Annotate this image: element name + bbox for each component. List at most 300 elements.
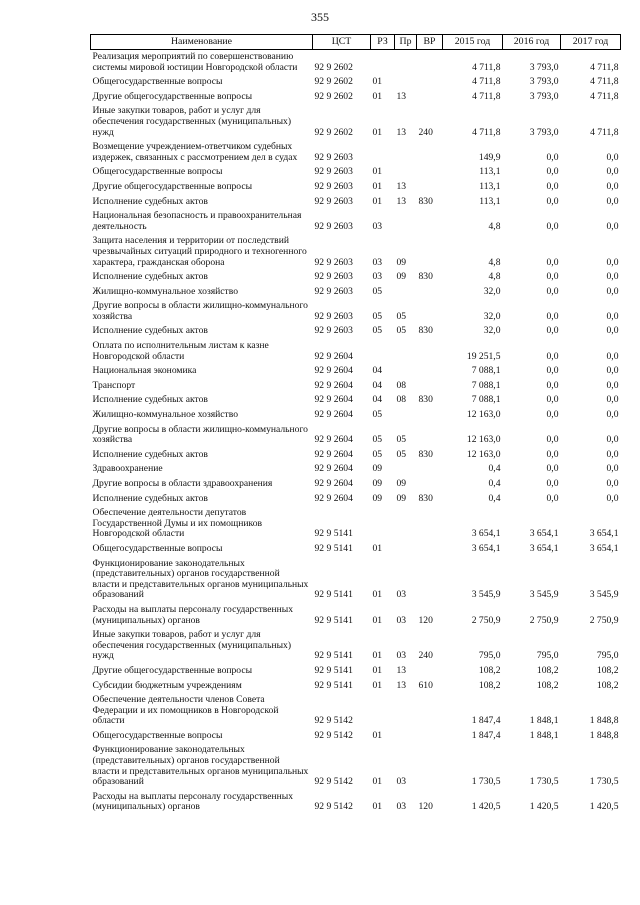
row-vr [417, 75, 443, 90]
row-cst: 92 9 2602 [314, 126, 353, 138]
row-value-2015: 0,4 [488, 463, 501, 475]
header-2016: 2016 год [503, 35, 561, 50]
row-name: Иные закупки товаров, работ и услуг для обеспечения государственных (муниципальных) нужд [92, 105, 292, 138]
row-name: Другие вопросы в области жилищно-коммунального хозяйства [92, 423, 308, 446]
row-value-2016: 0,0 [546, 271, 559, 283]
row-value-2015: 7 088,1 [471, 365, 501, 377]
row-name: Исполнение судебных актов [92, 195, 208, 207]
row-pr [395, 285, 417, 300]
row-pr: 13 [396, 679, 407, 691]
row-value-2017: 0,0 [606, 492, 619, 504]
row-value-2017: 108,2 [596, 664, 619, 676]
header-pr: Пр [395, 35, 417, 50]
row-rz: 01 [372, 589, 383, 601]
row-rz: 05 [372, 285, 383, 297]
row-rz: 03 [372, 256, 383, 268]
table-row [91, 324, 621, 339]
row-value-2015: 32,0 [483, 285, 501, 297]
row-value-2017: 0,0 [606, 166, 619, 178]
row-pr: 05 [396, 310, 407, 322]
table-row [91, 506, 621, 542]
row-pr: 05 [396, 448, 407, 460]
row-value-2016: 0,0 [546, 448, 559, 460]
row-value-2016: 0,0 [546, 151, 559, 163]
row-name: Расходы на выплаты персоналу государственных (муниципальных) органов [92, 790, 294, 813]
table-row [91, 679, 621, 694]
row-value-2015: 4,8 [488, 271, 501, 283]
row-cst: 92 9 5141 [314, 542, 353, 554]
row-value-2015: 113,1 [479, 180, 501, 192]
row-cst: 92 9 2602 [314, 61, 353, 73]
row-rz: 09 [372, 478, 383, 489]
row-value-2016: 108,2 [536, 664, 559, 676]
row-rz: 01 [372, 76, 383, 88]
row-name: Обеспечение деятельности депутатов Государственной Думы и их помощников Новгородской области [92, 507, 263, 540]
row-value-2017: 1 848,8 [589, 715, 619, 727]
row-value-2015: 113,1 [479, 195, 501, 207]
row-vr: 610 [418, 679, 433, 691]
row-value-2015: 7 088,1 [471, 379, 501, 391]
row-rz: 05 [372, 448, 383, 460]
row-value-2015: 19 251,5 [466, 350, 501, 362]
row-cst: 92 9 2603 [314, 151, 353, 163]
row-value-2017: 0,0 [606, 448, 619, 460]
row-value-2016: 0,0 [546, 220, 559, 232]
row-vr [417, 408, 443, 423]
row-value-2016: 1 848,1 [529, 729, 559, 741]
row-vr: 120 [418, 614, 433, 626]
row-value-2016: 795,0 [536, 650, 559, 662]
row-rz: 01 [372, 180, 383, 192]
row-name: Общегосударственные вопросы [92, 166, 223, 178]
row-pr [395, 364, 417, 379]
table-row [91, 104, 621, 140]
row-value-2017: 108,2 [596, 679, 619, 691]
row-pr: 09 [396, 492, 407, 504]
row-name: Расходы на выплаты персоналу государственных (муниципальных) органов [92, 603, 294, 626]
row-vr [417, 140, 443, 165]
header-2017: 2017 год [561, 35, 621, 50]
header-rz: РЗ [371, 35, 395, 50]
row-cst: 92 9 5141 [314, 679, 353, 691]
row-vr [417, 506, 443, 542]
row-value-2015: 1 847,4 [471, 729, 501, 741]
table-row [91, 477, 621, 492]
table-header [91, 35, 621, 50]
row-value-2015: 32,0 [483, 310, 501, 322]
table-row [91, 790, 621, 815]
row-vr [417, 477, 443, 492]
row-value-2016: 108,2 [536, 679, 559, 691]
row-value-2016: 3 545,9 [529, 589, 559, 601]
row-value-2015: 795,0 [478, 650, 501, 662]
row-rz: 01 [372, 664, 383, 676]
row-value-2016: 0,0 [546, 365, 559, 377]
table-row [91, 693, 621, 729]
row-rz [371, 693, 395, 729]
table-row [91, 557, 621, 603]
row-cst: 92 9 2602 [314, 90, 353, 102]
row-cst: 92 9 2603 [314, 220, 353, 232]
row-value-2017: 0,0 [606, 310, 619, 322]
table-row [91, 270, 621, 285]
header-2015: 2015 год [443, 35, 503, 50]
row-value-2015: 2 750,9 [471, 614, 501, 626]
row-value-2015: 3 654,1 [471, 528, 501, 540]
row-value-2017: 1 848,8 [589, 729, 619, 741]
row-name: Общегосударственные вопросы [92, 542, 223, 554]
row-vr [417, 50, 443, 76]
row-rz: 01 [372, 801, 383, 813]
row-value-2016: 0,0 [546, 325, 559, 337]
row-rz: 01 [372, 195, 383, 207]
row-pr [395, 462, 417, 477]
table-row [91, 664, 621, 679]
row-cst: 92 9 2604 [314, 448, 353, 460]
row-value-2016: 0,0 [546, 478, 559, 489]
row-pr: 03 [396, 589, 407, 601]
row-pr [395, 408, 417, 423]
row-value-2016: 3 793,0 [529, 126, 559, 138]
row-pr: 13 [396, 180, 407, 192]
row-name: Исполнение судебных актов [92, 325, 208, 337]
row-cst: 92 9 2603 [314, 256, 353, 268]
row-value-2017: 0,0 [606, 463, 619, 475]
row-rz: 01 [372, 90, 383, 102]
row-rz: 09 [372, 492, 383, 504]
row-value-2017: 0,0 [606, 180, 619, 192]
table-row [91, 492, 621, 507]
row-value-2016: 0,0 [546, 379, 559, 391]
row-value-2017: 4 711,8 [590, 76, 619, 88]
row-value-2015: 4 711,8 [472, 61, 501, 73]
row-pr: 13 [396, 126, 407, 138]
row-value-2017: 0,0 [606, 285, 619, 297]
row-name: Исполнение судебных актов [92, 492, 208, 504]
row-vr: 830 [418, 195, 433, 207]
row-value-2017: 0,0 [606, 271, 619, 283]
row-rz: 01 [372, 679, 383, 691]
row-cst: 92 9 2604 [314, 365, 353, 377]
table-row [91, 393, 621, 408]
row-pr [395, 729, 417, 744]
row-value-2016: 0,0 [546, 180, 559, 192]
row-pr [395, 506, 417, 542]
row-value-2015: 4 711,8 [472, 90, 501, 102]
row-rz: 05 [372, 325, 383, 337]
table-row [91, 140, 621, 165]
table-row [91, 364, 621, 379]
row-value-2017: 1 420,5 [589, 801, 619, 813]
row-cst: 92 9 5142 [314, 801, 353, 813]
row-value-2017: 0,0 [606, 151, 619, 163]
row-cst: 92 9 2603 [314, 285, 353, 297]
row-rz: 01 [372, 650, 383, 662]
row-value-2017: 0,0 [606, 379, 619, 391]
row-value-2017: 0,0 [606, 350, 619, 362]
row-value-2015: 4 711,8 [472, 126, 501, 138]
row-cst: 92 9 5141 [314, 650, 353, 662]
table-row [91, 90, 621, 105]
row-value-2015: 4 711,8 [472, 76, 501, 88]
row-vr [417, 209, 443, 234]
row-value-2016: 0,0 [546, 285, 559, 297]
row-pr: 03 [396, 650, 407, 662]
row-value-2015: 12 163,0 [466, 434, 501, 446]
row-name: Здравоохранение [92, 463, 163, 475]
table-row [91, 603, 621, 628]
row-rz: 03 [372, 271, 383, 283]
row-pr: 13 [396, 90, 407, 102]
row-value-2017: 0,0 [606, 195, 619, 207]
row-value-2015: 4,8 [488, 256, 501, 268]
row-name: Другие общегосударственные вопросы [92, 90, 253, 102]
table-row [91, 542, 621, 557]
row-pr [395, 339, 417, 364]
row-value-2016: 2 750,9 [529, 614, 559, 626]
row-vr: 830 [418, 325, 433, 337]
row-rz: 05 [372, 409, 383, 421]
row-rz: 05 [372, 434, 383, 446]
row-rz [371, 140, 395, 165]
row-vr [417, 693, 443, 729]
row-value-2016: 0,0 [546, 434, 559, 446]
row-pr: 09 [396, 478, 407, 489]
row-pr: 09 [396, 256, 407, 268]
header-cst: ЦСТ [313, 35, 371, 50]
budget-table [90, 34, 621, 815]
row-vr [417, 180, 443, 195]
header-vr: ВР [417, 35, 443, 50]
row-vr [417, 423, 443, 448]
row-value-2015: 0,4 [488, 478, 501, 489]
row-value-2015: 149,9 [478, 151, 501, 163]
row-name: Субсидии бюджетным учреждениям [92, 679, 242, 691]
row-value-2016: 1 848,1 [529, 715, 559, 727]
row-name: Возмещение учреждением-ответчиком судебных издержек, связанных с рассмотрением дел в судах [92, 141, 298, 163]
row-value-2017: 0,0 [606, 256, 619, 268]
row-cst: 92 9 5142 [314, 729, 353, 741]
row-rz: 04 [372, 379, 383, 391]
row-rz: 05 [372, 310, 383, 322]
row-cst: 92 9 5142 [314, 776, 353, 788]
row-cst: 92 9 2604 [314, 434, 353, 446]
row-rz: 01 [372, 542, 383, 554]
header-name: Наименование [91, 35, 313, 50]
row-value-2017: 0,0 [606, 394, 619, 406]
row-name: Национальная безопасность и правоохранительная деятельность [92, 210, 302, 232]
row-name: Национальная экономика [92, 365, 197, 377]
table-row [91, 234, 621, 270]
row-name: Иные закупки товаров, работ и услуг для обеспечения государственных (муниципальных) нужд [92, 629, 292, 662]
row-vr [417, 462, 443, 477]
row-vr [417, 234, 443, 270]
row-cst: 92 9 2604 [314, 492, 353, 504]
row-vr [417, 364, 443, 379]
row-value-2016: 0,0 [546, 409, 559, 421]
table-row [91, 209, 621, 234]
row-name: Другие общегосударственные вопросы [92, 664, 253, 676]
table-row [91, 299, 621, 324]
row-value-2017: 0,0 [606, 220, 619, 232]
table-row [91, 50, 621, 76]
row-value-2016: 0,0 [546, 492, 559, 504]
table-row [91, 729, 621, 744]
row-pr: 05 [396, 434, 407, 446]
row-name: Исполнение судебных актов [92, 271, 208, 283]
row-value-2015: 3 654,1 [471, 542, 501, 554]
row-value-2017: 3 545,9 [589, 589, 619, 601]
row-value-2016: 1 730,5 [529, 776, 559, 788]
row-value-2015: 12 163,0 [466, 448, 501, 460]
row-name: Жилищно-коммунальное хозяйство [92, 409, 239, 421]
row-vr [417, 542, 443, 557]
row-vr [417, 339, 443, 364]
row-name: Общегосударственные вопросы [92, 76, 223, 88]
row-name: Защита населения и территории от последствий чрезвычайных ситуаций природного и техногенного характера, гражданская оборона [92, 235, 307, 268]
row-cst: 92 9 2604 [314, 394, 353, 406]
table-row [91, 448, 621, 463]
row-value-2017: 3 654,1 [589, 542, 619, 554]
row-value-2017: 4 711,8 [590, 90, 619, 102]
row-value-2015: 32,0 [483, 325, 501, 337]
row-cst: 92 9 2604 [314, 478, 353, 489]
row-value-2016: 3 793,0 [529, 61, 559, 73]
row-pr: 13 [396, 664, 407, 676]
row-pr [395, 165, 417, 180]
row-vr [417, 379, 443, 394]
row-cst: 92 9 2603 [314, 166, 353, 178]
row-pr: 05 [396, 325, 407, 337]
row-vr [417, 165, 443, 180]
row-name: Другие общегосударственные вопросы [92, 180, 253, 192]
row-vr: 830 [418, 271, 433, 283]
row-pr: 03 [396, 776, 407, 788]
row-vr: 830 [418, 394, 433, 406]
table-row [91, 339, 621, 364]
row-pr [395, 140, 417, 165]
row-cst: 92 9 2604 [314, 463, 353, 475]
row-value-2016: 0,0 [546, 195, 559, 207]
row-value-2015: 0,4 [488, 492, 501, 504]
row-name: Функционирование законодательных (представительных) органов государственной власти и представительных органов муниципальных образований [92, 744, 309, 788]
table-row [91, 195, 621, 210]
row-vr: 830 [418, 448, 433, 460]
table-body [91, 50, 621, 816]
table-row [91, 75, 621, 90]
table-row [91, 628, 621, 664]
row-value-2016: 3 654,1 [529, 528, 559, 540]
row-name: Обеспечение деятельности членов Совета Федерации и их помощников в Новгородской области [92, 694, 279, 727]
row-pr [395, 75, 417, 90]
row-rz: 09 [372, 463, 383, 475]
row-value-2015: 7 088,1 [471, 394, 501, 406]
row-value-2017: 3 654,1 [589, 528, 619, 540]
row-cst: 92 9 2602 [314, 76, 353, 88]
row-cst: 92 9 5141 [314, 664, 353, 676]
row-pr: 03 [396, 801, 407, 813]
row-vr: 240 [418, 126, 433, 138]
row-name: Реализация мероприятий по совершенствованию системы мировой юстиции Новгородской области [92, 51, 298, 73]
row-pr [395, 50, 417, 76]
row-pr [395, 209, 417, 234]
row-value-2016: 1 420,5 [529, 801, 559, 813]
row-name: Исполнение судебных актов [92, 448, 208, 460]
row-value-2017: 0,0 [606, 365, 619, 377]
row-value-2016: 3 654,1 [529, 542, 559, 554]
row-vr [417, 557, 443, 603]
row-name: Общегосударственные вопросы [92, 729, 223, 741]
row-rz: 01 [372, 776, 383, 788]
row-vr [417, 90, 443, 105]
row-rz: 01 [372, 614, 383, 626]
row-value-2015: 108,2 [478, 679, 501, 691]
row-cst: 92 9 5141 [314, 589, 353, 601]
row-cst: 92 9 2604 [314, 379, 353, 391]
row-cst: 92 9 5141 [314, 528, 353, 540]
table-row [91, 180, 621, 195]
row-rz: 01 [372, 166, 383, 178]
row-value-2016: 3 793,0 [529, 90, 559, 102]
row-pr: 13 [396, 195, 407, 207]
row-value-2017: 0,0 [606, 325, 619, 337]
row-cst: 92 9 2604 [314, 350, 353, 362]
row-cst: 92 9 5141 [314, 614, 353, 626]
row-value-2015: 1 420,5 [471, 801, 501, 813]
row-vr [417, 299, 443, 324]
row-vr [417, 285, 443, 300]
table-row [91, 462, 621, 477]
row-value-2016: 0,0 [546, 394, 559, 406]
row-value-2015: 113,1 [479, 166, 501, 178]
row-value-2015: 3 545,9 [471, 589, 501, 601]
row-pr: 08 [396, 379, 407, 391]
row-value-2017: 795,0 [596, 650, 619, 662]
row-value-2017: 0,0 [606, 478, 619, 489]
row-value-2017: 0,0 [606, 434, 619, 446]
row-value-2017: 4 711,8 [590, 61, 619, 73]
row-cst: 92 9 2603 [314, 195, 353, 207]
row-cst: 92 9 2604 [314, 409, 353, 421]
row-name: Транспорт [92, 379, 136, 391]
row-vr: 240 [418, 650, 433, 662]
row-value-2017: 2 750,9 [589, 614, 619, 626]
row-cst: 92 9 2603 [314, 271, 353, 283]
row-pr [395, 542, 417, 557]
row-value-2017: 1 730,5 [589, 776, 619, 788]
table-row [91, 379, 621, 394]
row-pr [395, 693, 417, 729]
row-rz: 01 [372, 729, 383, 741]
row-name: Другие вопросы в области здравоохранения [92, 478, 273, 489]
row-value-2016: 0,0 [546, 166, 559, 178]
table-row [91, 743, 621, 789]
row-cst: 92 9 2603 [314, 325, 353, 337]
row-value-2017: 4 711,8 [590, 126, 619, 138]
row-pr: 09 [396, 271, 407, 283]
row-value-2015: 1 847,4 [471, 715, 501, 727]
row-value-2016: 0,0 [546, 463, 559, 475]
row-rz: 04 [372, 365, 383, 377]
table-row [91, 408, 621, 423]
row-vr [417, 729, 443, 744]
row-rz: 04 [372, 394, 383, 406]
row-cst: 92 9 5142 [314, 715, 353, 727]
row-pr: 03 [396, 614, 407, 626]
row-cst: 92 9 2603 [314, 180, 353, 192]
row-vr [417, 743, 443, 789]
table-row [91, 285, 621, 300]
